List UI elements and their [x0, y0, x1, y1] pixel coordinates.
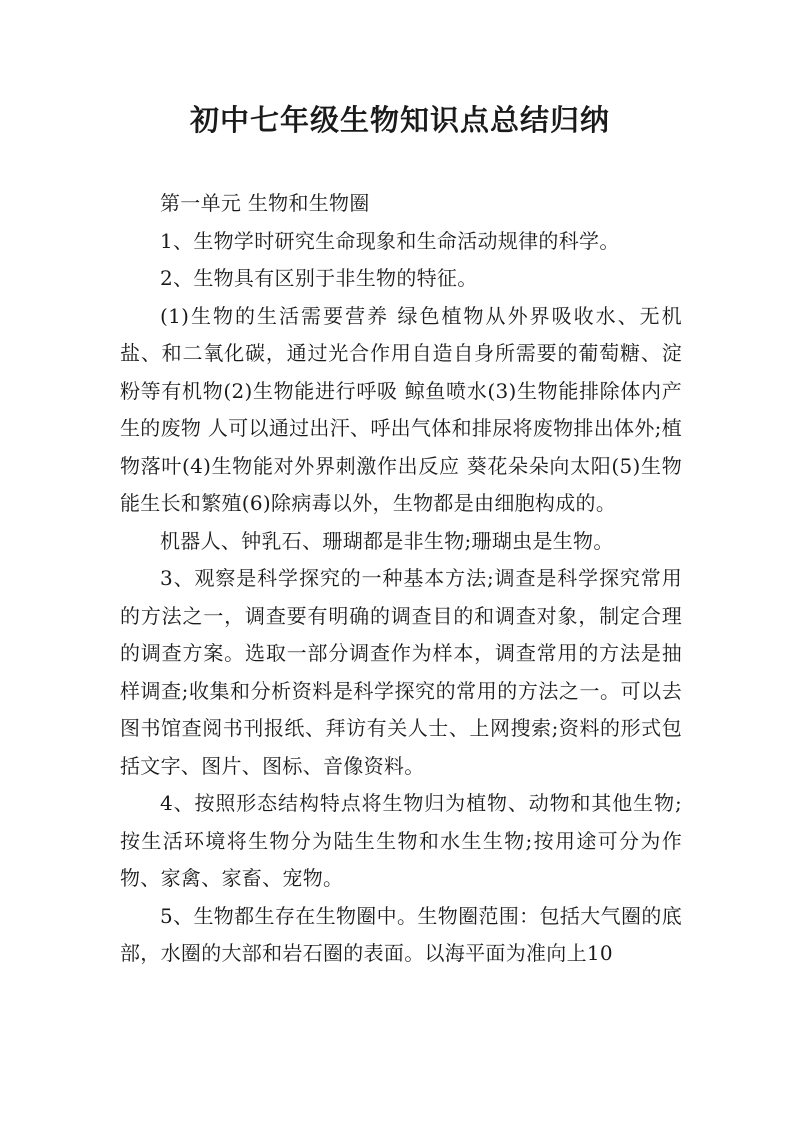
paragraph: 3、观察是科学探究的一种基本方法;调查是科学探究常用的方法之一，调查要有明确的调查目的和调查对象，制定合理的调查方案。选取一部分调查作为样本，调查常用的方法是抽样调查;收集和分析资料是科学探究的常用的方法之一。可以去图书馆查阅书刊报纸、拜访有关人士、上网搜索;资料的形式包括文字、图片、图标、音像资料。: [120, 566, 682, 778]
document-body: [120, 185, 682, 973]
document-title: 初中七年级生物知识点总结归纳: [189, 103, 610, 137]
paragraph: (1)生物的生活需要营养 绿色植物从外界吸收水、无机盐、和二氧化碳，通过光合作用自造自身所需要的葡萄糖、淀粉等有机物(2)生物能进行呼吸 鲸鱼喷水(3)生物能排除体内产生的废物 人可以通过出汗、呼出气体和排尿将废物排出体外;植物落叶(4)生物能对外界刺激作出反应 葵花朵朵向太阳(5)生物能生长和繁殖(6)除病毒以外，生物都是由细胞构成的。: [120, 303, 682, 515]
paragraph: 1、生物学时研究生命现象和生命活动规律的科学。: [160, 228, 620, 253]
paragraph: 机器人、钟乳石、珊瑚都是非生物;珊瑚虫是生物。: [160, 528, 614, 553]
paragraph: 4、按照形态结构特点将生物归为植物、动物和其他生物;按生活环境将生物分为陆生生物和水生生物;按用途可分为作物、家禽、家畜、宠物。: [120, 791, 682, 890]
paragraph: 5、生物都生存在生物圈中。生物圈范围：包括大气圈的底部，水圈的大部和岩石圈的表面。以海平面为准向上10: [120, 903, 682, 965]
section-heading: 第一单元 生物和生物圈: [160, 191, 370, 215]
paragraph: 2、生物具有区别于非生物的特征。: [160, 266, 478, 290]
